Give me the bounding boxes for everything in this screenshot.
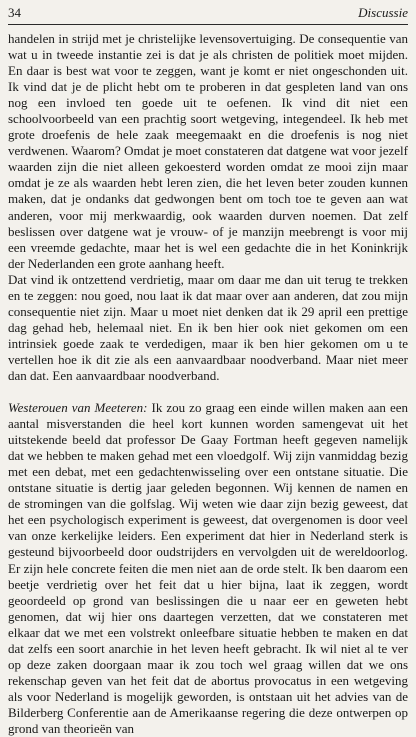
page-header <box>8 4 408 25</box>
page-number: 34 <box>8 5 21 20</box>
paragraph-3 <box>8 400 408 737</box>
paragraph-2-text: Dat vind ik ontzettend verdrietig, maar om daar me dan uit terug te trekken en te zeggen: nou goed, nou laat ik dat maar over aan anderen, dat zou mijn consequentie niet zijn. Maar u moet niet denken dat ik 29 april een prettige dag gehad heb, helemaal niet. En ik ben hier ook niet gekomen om een intrinsiek goede zaak te verdedigen, maar ik ben hier gekomen om u te vertellen hoe ik dit zie als een aanvaardbaar noodverband. Maar niet meer dan dat. Een aanvaardbaar noodverband. <box>8 271 408 383</box>
body-text <box>8 31 409 736</box>
paragraph-1-text: handelen in strijd met je christelijke levensovertuiging. De consequentie van wat u in tweede instantie zei is dat je als christen de politiek moet mijden. En daar is best wat voor te zeggen, want je komt er niet ongeschonden uit. Ik vind dat je de plicht hebt om te proberen in dat gespleten land van ons nog een invloed ten goede uit te oefenen. Ik vind dit niet een schoolvoorbeeld van een prachtig soort wetgeving, integendeel. Ik heb met grote droefenis de hele zaak meegemaakt en die droefenis is nog niet verdwenen. Waarom? Omdat je moet constateren dat datgene wat voor jezelf waarden zijn die niet alleen gekoesterd worden omdat ze mooi zijn maar omdat je ze als waarden hebt leren zien, die het leven beter zouden kunnen maken, dat je ondanks dat gedwongen bent om toch toe te geven aan wat anderen, voor mij merkwaardig, ook waarden durven noemen. Dat zelf beslissen over datgene wat je vrouw- of je manzijn meebrengt is voor mij een vreemde gedachte, maar het is wel een gedachte die in het Koninkrijk der Nederlanden een grote aanhang heeft. <box>8 31 408 271</box>
paragraph-2 <box>8 272 408 384</box>
paragraph-1 <box>8 31 408 272</box>
paragraph-3-text: Ik zou zo graag een einde willen maken aan een aantal misverstanden die heel kort kunnen worden samengevat uit het uitstekende beeld dat professor De Gaay Fortman heeft gegeven namelijk dat we hebben te maken gehad met een vloedgolf. Wij zijn vanmiddag bezig met een debat, met een gedachtenwisseling over een ontstane situatie. Die ontstane situatie is dertig jaar geleden begonnen. Wij kennen de namen en de stromingen van die golfslag. Wij weten wie daar zijn bezig geweest, dat het een psychologisch experiment is geweest, dat overgenomen is door veel van onze kerkelijke leiders. Een experiment dat hier in Nederland sterk is gesteund bijvoorbeeld door oudstrijders en vervolgden uit de wereldoorlog. Er zijn hele concrete feiten die men niet aan de orde stelt. Ik ben daarom een beetje verdrietig over het feit dat u hier bijna, laat ik zeggen, wordt geoordeeld op grond van beslissingen die u naar eer en geweten hebt genomen, dat wij hier ons daartegen verzetten, dat we constateren met elkaar dat we met een volstrekt onleefbare situatie hebben te maken en dat dat zelfs een soort anarchie in het leven heeft gebracht. Ik wil niet al te ver op deze zaken doorgaan maar ik zou toch wel graag willen dat we ons rekenschap geven van het feit dat de abortus provocatus in een wetgeving als voor Nederland is mogelijk geworden, is ontstaan uit het advies van de Bilderberg Conferentie aan de Amerikaanse regering die deze ontwerpen op grond van theorieën van <box>8 400 409 736</box>
section-title: Discussie <box>358 5 408 20</box>
speaker-name: Westerouen van Meeteren: <box>8 400 148 416</box>
